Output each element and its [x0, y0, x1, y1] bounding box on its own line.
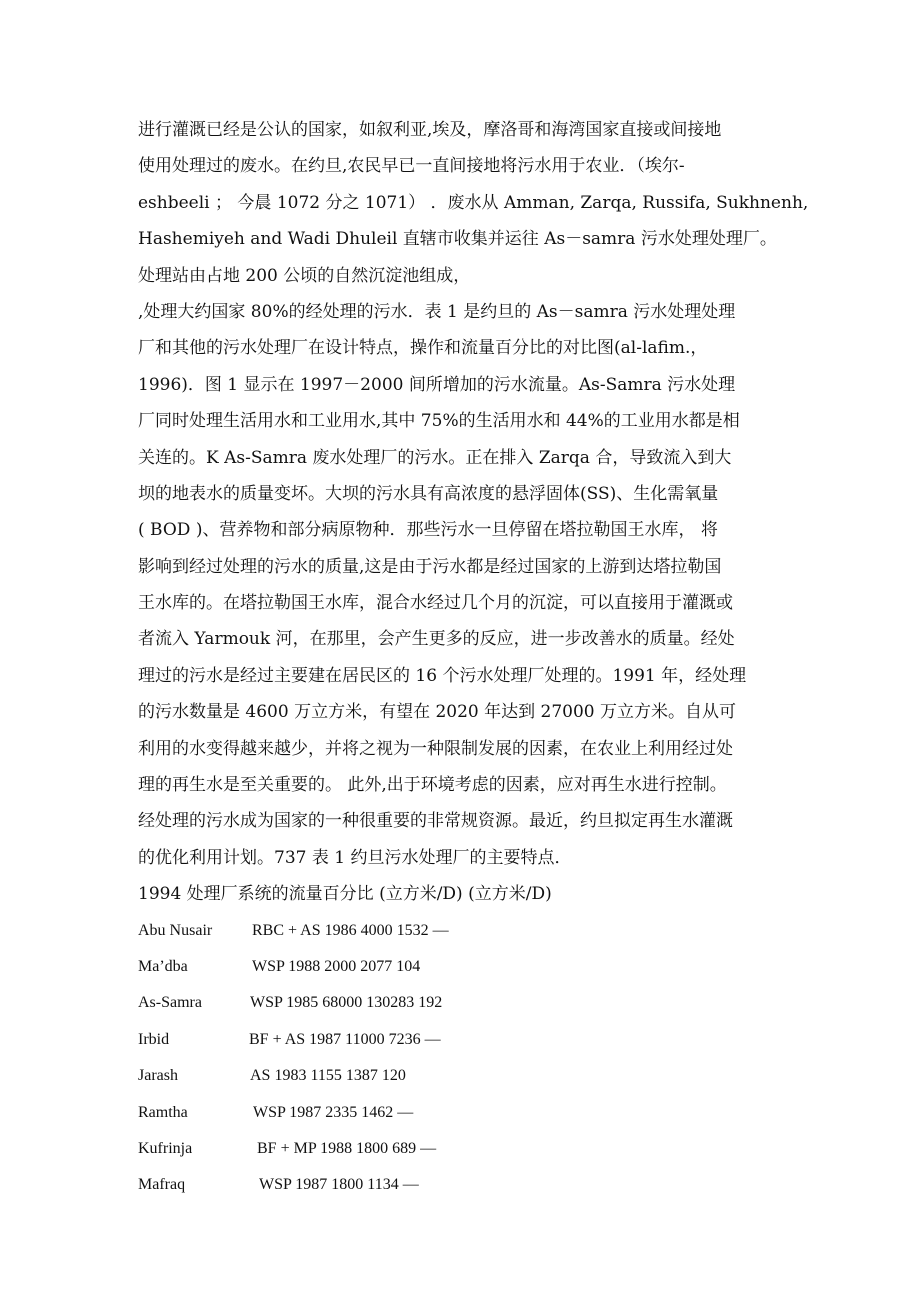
plant-values: BF + MP 1988 1800 689 — — [257, 1139, 437, 1157]
plant-name: Mafraq — [138, 1176, 186, 1194]
document-page — [138, 112, 818, 1204]
table-row — [138, 1022, 818, 1058]
paragraph-line: 者流入 Yarmouk 河，在那里，会产生更多的反应，进一步改善水的质量。经处 — [138, 629, 735, 650]
plant-name: Abu Nusair — [138, 921, 213, 939]
table-row — [138, 1095, 818, 1131]
paragraph-line: 王水库的。在塔拉勒国王水库，混合水经过几个月的沉淀，可以直接用于灌溉或 — [138, 593, 733, 614]
paragraph-line: 坝的地表水的质量变坏。大坝的污水具有高浓度的悬浮固体(SS)、生化需氧量 — [138, 483, 719, 504]
plant-values: BF + AS 1987 11000 7236 — — [249, 1030, 441, 1048]
paragraph-line: 影响到经过处理的污水的质量,这是由于污水都是经过国家的上游到达塔拉勒国 — [138, 556, 722, 577]
paragraph-line: 利用的水变得越来越少，并将之视为一种限制发展的因素，在农业上利用经过处 — [138, 738, 733, 759]
paragraph-line: ,处理大约国家 80%的经处理的污水．表 1 是约旦的 As－samra 污水处理处理 — [138, 301, 736, 322]
paragraph-line: 使用处理过的废水。在约旦,农民早已一直间接地将污水用于农业．（埃尔- — [138, 156, 685, 177]
plant-name: As-Samra — [138, 994, 202, 1012]
plant-values: WSP 1988 2000 2077 104 — [252, 957, 421, 975]
paragraph-line: eshbeeli ； 今晨 1072 分之 1071） ．废水从 Amman, Zarqa, Russifa, Sukhnenh, — [138, 192, 809, 213]
plant-table — [138, 913, 818, 1204]
plant-name: Irbid — [138, 1030, 170, 1048]
table-row — [138, 1131, 818, 1167]
paragraph-line: Hashemiyeh and Wadi Dhuleil 直辖市收集并运往 As－samra 污水处理处理厂。 — [138, 229, 777, 250]
table-row — [138, 949, 818, 985]
paragraph-line: 1996)．图 1 显示在 1997－2000 间所增加的污水流量。As-Samra 污水处理 — [138, 374, 736, 395]
plant-name: Kufrinja — [138, 1139, 193, 1157]
paragraph-line: 厂同时处理生活用水和工业用水,其中 75%的生活用水和 44%的工业用水都是相 — [138, 411, 740, 432]
table-row — [138, 985, 818, 1021]
table-header: 1994 处理厂系统的流量百分比 (立方米/D) (立方米/D) — [138, 884, 552, 905]
paragraph-line: 经处理的污水成为国家的一种很重要的非常规资源。最近，约旦拟定再生水灌溉 — [138, 811, 733, 832]
paragraph-line: 进行灌溉已经是公认的国家，如叙利亚,埃及，摩洛哥和海湾国家直接或间接地 — [138, 120, 722, 140]
paragraph-line: 关连的。K As-Samra 废水处理厂的污水。正在排入 Zarqa 合，导致流入到大 — [138, 447, 732, 468]
paragraph-line: 理过的污水是经过主要建在居民区的 16 个污水处理厂处理的。1991 年，经处理 — [138, 665, 747, 686]
plant-values: WSP 1987 2335 1462 — — [253, 1103, 414, 1121]
paragraph-line: 的优化利用计划。737 表 1 约旦污水处理厂的主要特点． — [138, 847, 572, 868]
plant-values: WSP 1985 68000 130283 192 — [250, 994, 443, 1012]
plant-name: Jarash — [138, 1067, 178, 1085]
paragraph-line: 的污水数量是 4600 万立方米，有望在 2020 年达到 27000 万立方米。自从可 — [138, 702, 737, 723]
table-row — [138, 1058, 818, 1094]
paragraph-line: 理的再生水是至关重要的。 此外,出于环境考虑的因素，应对再生水进行控制。 — [138, 775, 727, 796]
paragraph-line: 厂和其他的污水处理厂在设计特点，操作和流量百分比的对比图(al-lafim.， — [138, 338, 708, 359]
plant-name: Ramtha — [138, 1103, 188, 1121]
paragraph-line: 处理站由占地 200 公顷的自然沉淀池组成， — [138, 265, 471, 286]
plant-values: RBC + AS 1986 4000 1532 — — [252, 921, 449, 939]
table-row — [138, 913, 818, 949]
table-row — [138, 1167, 818, 1203]
plant-values: WSP 1987 1800 1134 — — [259, 1176, 419, 1194]
plant-name: Ma’dba — [138, 957, 188, 975]
body-paragraph — [138, 112, 818, 876]
paragraph-line: ( BOD )、营养物和部分病原物种．那些污水一旦停留在塔拉勒国王水库， 将 — [138, 520, 718, 541]
plant-values: AS 1983 1155 1387 120 — [250, 1067, 406, 1085]
